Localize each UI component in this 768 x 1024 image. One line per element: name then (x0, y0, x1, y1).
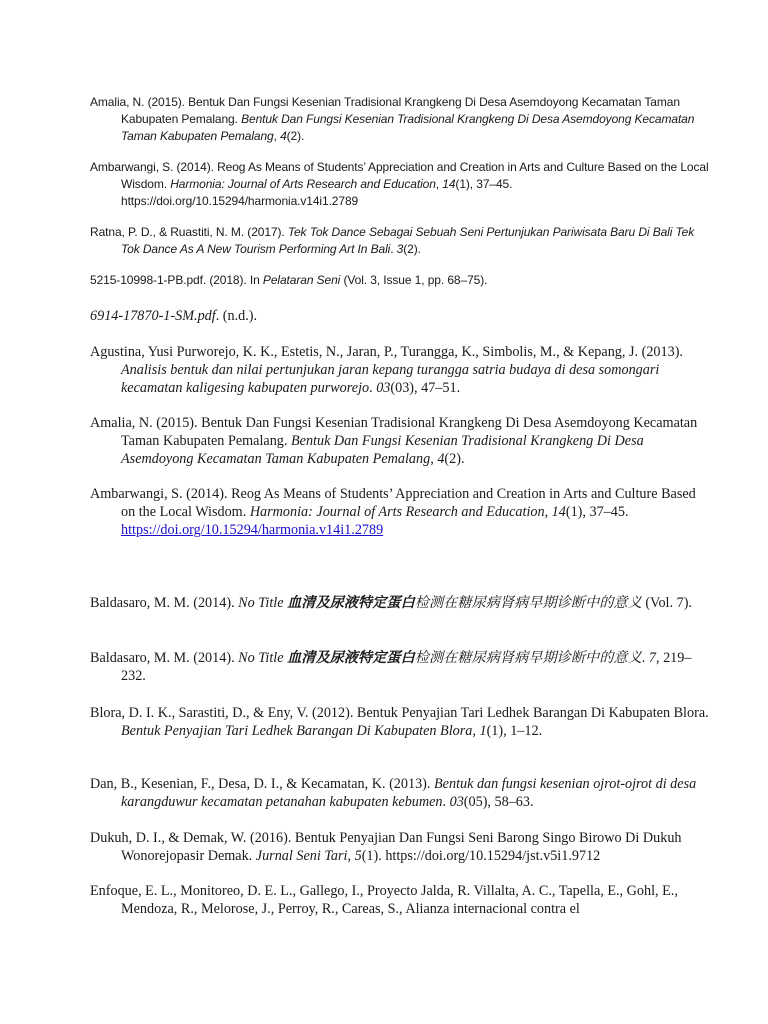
reference-text: (Vol. 3, Issue 1, pp. 68–75). (340, 273, 488, 287)
reference-text: (Vol. 7). (641, 595, 692, 611)
reference-text: (1). https://doi.org/10.15294/jst.v5i1.9712 (361, 848, 601, 864)
italic-text: Bentuk Dan Fungsi Kesenian Tradisional Krangkeng Di Desa Asemdoyong Kecamatan Taman Kabupaten Pemalang (121, 112, 695, 143)
italic-text: 5 (354, 848, 362, 864)
reference-text: Amalia, N. (2015). Bentuk Dan Fungsi Kesenian Tradisional Krangkeng Di Desa Asemdoyong Kecamatan Taman Kabupaten Pemalang. (90, 95, 680, 126)
reference-text: . (390, 242, 397, 256)
reference-text: . (641, 650, 649, 666)
reference-text: Amalia, N. (2015). Bentuk Dan Fungsi Kesenian Tradisional Krangkeng Di Desa Asemdoyong Kecamatan Taman Kabupaten Pemalang. (90, 415, 698, 449)
italic-text: Bentuk Penyajian Tari Ledhek Barangan Di Kabupaten Blora (121, 723, 473, 739)
italic-text: Harmonia: Journal of Arts Research and Education (170, 177, 436, 191)
italic-text: 检测在糖尿病肾病早期诊断中的意义 (414, 650, 642, 666)
italic-text: 血清及尿液特定蛋白 (287, 595, 415, 611)
italic-text: Pelataran Seni (262, 273, 341, 287)
doi-link[interactable]: https://doi.org/10.15294/harmonia.v14i1.2789 (121, 522, 384, 538)
reference-entry (90, 224, 711, 258)
italic-text: Bentuk dan fungsi kesenian ojrot-ojrot di desa karangduwur kecamatan petanahan kabupaten kebumen (121, 776, 697, 810)
reference-text: Baldasaro, M. M. (2014). (90, 595, 239, 611)
reference-text: (03), 47–51. (390, 380, 461, 396)
italic-text: 检测在糖尿病肾病早期诊断中的意义 (414, 595, 642, 611)
reference-text: Dukuh, D. I., & Demak, W. (2016). Bentuk Penyajian Dan Fungsi Seni Barong Singo Birowo Di Dukuh Wonorejopasir Demak. (90, 830, 682, 864)
reference-text: Enfoque, E. L., Monitoreo, D. E. L., Gallego, I., Proyecto Jalda, R. Villalta, A. C., Tapella, E., Gohl, E., Mendoza, R., Melorose, J., Perroy, R., Careas, S., Alianza internacional contra el (90, 883, 678, 917)
italic-text: 血清及尿液特定蛋白 (287, 650, 415, 666)
reference-text: , (435, 177, 443, 191)
reference-text: Ambarwangi, S. (2014). Reog As Means of Students’ Appreciation and Creation in Arts and Culture Based on the Local Wisdom. (90, 486, 696, 520)
reference-text: (2). (444, 451, 465, 467)
italic-text: 1 (479, 723, 487, 739)
italic-text: 3 (396, 242, 404, 256)
italic-text: 6914-17870-1-SM.pdf (90, 308, 216, 324)
italic-text: 4 (437, 451, 445, 467)
reference-entry (90, 594, 711, 612)
italic-text: Jurnal Seni Tari (255, 848, 348, 864)
reference-entry (90, 775, 711, 811)
reference-entry (90, 307, 711, 325)
italic-text: No Title (238, 650, 288, 666)
reference-text: (2). (286, 129, 305, 143)
reference-text: (1), 1–12. (486, 723, 543, 739)
reference-text: . (442, 794, 450, 810)
reference-text: Agustina, Yusi Purworejo, K. K., Estetis, N., Jaran, P., Turangga, K., Simbolis, M., & Kepang, J. (2013). (90, 344, 683, 360)
reference-entry (90, 94, 711, 145)
reference-text: , (273, 129, 281, 143)
reference-text: 5215-10998-1-PB.pdf. (2018). In (90, 273, 263, 287)
italic-text: 03 (376, 380, 391, 396)
reference-entry (90, 414, 711, 468)
reference-text: Baldasaro, M. M. (2014). (90, 650, 239, 666)
italic-text: 4 (280, 129, 287, 143)
reference-entry (90, 485, 711, 539)
italic-text: Bentuk Dan Fungsi Kesenian Tradisional Krangkeng Di Desa Asemdoyong Kecamatan Taman Kabupaten Pemalang (121, 433, 644, 467)
reference-entry (90, 272, 711, 289)
reference-text: . (369, 380, 377, 396)
italic-text: Analisis bentuk dan nilai pertunjukan jaran kepang turangga satria budaya di desa somongari kecamatan kaligesing kabupaten purworejo (121, 362, 660, 396)
reference-text: , (430, 451, 438, 467)
italic-text: 14 (551, 504, 566, 520)
reference-entry (90, 704, 711, 740)
italic-text: 14 (442, 177, 456, 191)
reference-text: , 219–232. (121, 650, 692, 684)
reference-text: Ratna, P. D., & Ruastiti, N. M. (2017). (90, 225, 288, 239)
reference-text: . (n.d.). (215, 308, 258, 324)
italic-text: No Title (238, 595, 288, 611)
reference-text: (2). (403, 242, 421, 256)
italic-text: Tek Tok Dance Sebagai Sebuah Seni Pertunjukan Pariwisata Baru Di Bali Tek Tok Dance As A New Tourism Performing Art In Bali (121, 225, 695, 256)
reference-text: , (347, 848, 355, 864)
italic-text: 7 (648, 650, 656, 666)
reference-entry (90, 829, 711, 865)
reference-text: (05), 58–63. (463, 794, 534, 810)
italic-text: 03 (449, 794, 464, 810)
reference-text: , (544, 504, 552, 520)
reference-text: Ambarwangi, S. (2014). Reog As Means of Students’ Appreciation and Creation in Arts and Culture Based on the Local Wisdom. (90, 160, 709, 191)
italic-text: Harmonia: Journal of Arts Research and Education (249, 504, 545, 520)
reference-text: Dan, B., Kesenian, F., Desa, D. I., & Kecamatan, K. (2013). (90, 776, 435, 792)
reference-entry (90, 343, 711, 397)
reference-entry (90, 882, 711, 918)
reference-entry (90, 159, 711, 210)
reference-text: , (472, 723, 480, 739)
reference-text: (1), 37–45. (565, 504, 629, 520)
reference-entry (90, 649, 711, 685)
reference-text: Blora, D. I. K., Sarastiti, D., & Eny, V. (2012). Bentuk Penyajian Tari Ledhek Barangan Di Kabupaten Blora. (90, 705, 709, 721)
reference-text: (1), 37–45. https://doi.org/10.15294/harmonia.v14i1.2789 (121, 177, 513, 208)
